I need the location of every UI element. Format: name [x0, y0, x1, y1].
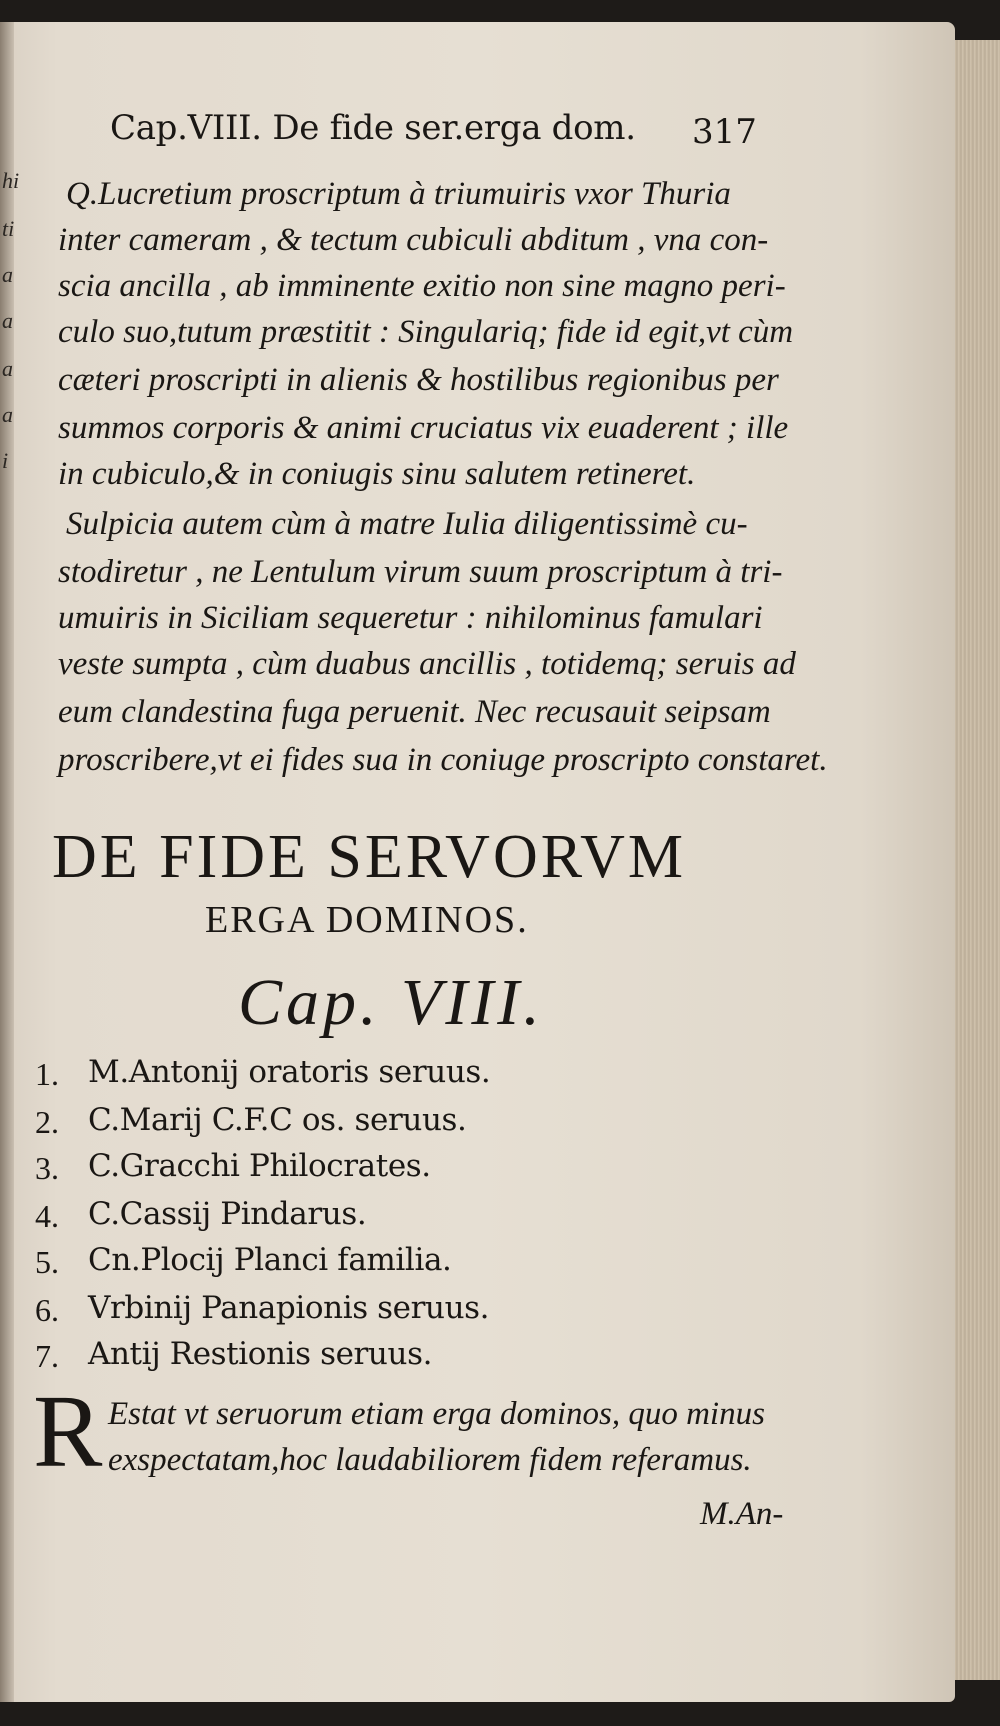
margin-fragment: a	[2, 308, 13, 333]
paragraph2-line: stodiretur , ne Lentulum virum suum proscriptum à tri-	[58, 554, 783, 590]
catchword: M.An-	[700, 1496, 784, 1532]
paragraph1-line: cæteri proscripti in alienis & hostilibus regionibus per	[58, 362, 779, 398]
paragraph3-line: exspectatam,hoc laudabiliorem fidem referamus.	[108, 1442, 752, 1478]
paragraph2-line: eum clandestina fuga peruenit. Nec recusauit seipsam	[58, 694, 771, 730]
contents-number: 1.	[35, 1056, 59, 1092]
contents-item: M.Antonij oratoris seruus.	[88, 1054, 491, 1090]
page-edge	[955, 40, 1000, 1680]
margin-fragment: a	[2, 402, 13, 427]
contents-number: 6.	[35, 1292, 59, 1328]
contents-item: C.Marij C.F.C os. seruus.	[88, 1102, 467, 1138]
paragraph2-line: Sulpicia autem cùm à matre Iulia diligentissimè cu-	[66, 506, 748, 542]
page-number: 317	[692, 112, 757, 152]
contents-number: 2.	[35, 1104, 59, 1140]
contents-number: 7.	[35, 1338, 59, 1374]
paragraph1-line: inter cameram , & tectum cubiculi abditum , vna con-	[58, 222, 769, 258]
contents-item: Antij Restionis seruus.	[88, 1336, 433, 1372]
chapter-subtitle: ERGA DOMINOS.	[205, 899, 529, 941]
margin-fragment: i	[2, 448, 9, 473]
paragraph1-line: in cubiculo,& in coniugis sinu salutem retineret.	[58, 456, 696, 492]
running-head: Cap.VIII. De fide ser.erga dom.	[110, 108, 636, 148]
paragraph1-line: summos corporis & animi cruciatus vix euaderent ; ille	[58, 410, 789, 446]
contents-number: 5.	[35, 1244, 59, 1280]
margin-fragment: hi	[2, 168, 20, 193]
paragraph1-line: scia ancilla , ab imminente exitio non sine magno peri-	[58, 268, 786, 304]
paragraph1-line: culo suo,tutum præstitit : Singulariq; fide id egit,vt cùm	[58, 314, 794, 350]
paragraph2-line: proscribere,vt ei fides sua in coniuge proscripto constaret.	[58, 742, 828, 778]
contents-number: 3.	[35, 1150, 59, 1186]
paragraph2-line: veste sumpta , cùm duabus ancillis , totidemq; seruis ad	[58, 646, 796, 682]
chapter-label: Cap. VIII.	[238, 966, 544, 1039]
margin-fragment: a	[2, 356, 13, 381]
paragraph2-line: umuiris in Siciliam sequeretur : nihilominus famulari	[58, 600, 763, 636]
contents-item: Cn.Plocij Planci familia.	[88, 1242, 452, 1278]
contents-item: C.Cassij Pindarus.	[88, 1196, 367, 1232]
paragraph3-line: Estat vt seruorum etiam erga dominos, quo minus	[108, 1396, 765, 1432]
contents-number: 4.	[35, 1198, 59, 1234]
paragraph1-line: Q.Lucretium proscriptum à triumuiris vxor Thuria	[66, 176, 731, 212]
margin-fragment: ti	[2, 216, 15, 241]
chapter-title: DE FIDE SERVORVM	[52, 823, 687, 891]
contents-item: Vrbinij Panapionis seruus.	[88, 1290, 490, 1326]
contents-item: C.Gracchi Philocrates.	[88, 1148, 431, 1184]
margin-fragment: a	[2, 262, 13, 287]
drop-cap: R	[33, 1374, 103, 1489]
